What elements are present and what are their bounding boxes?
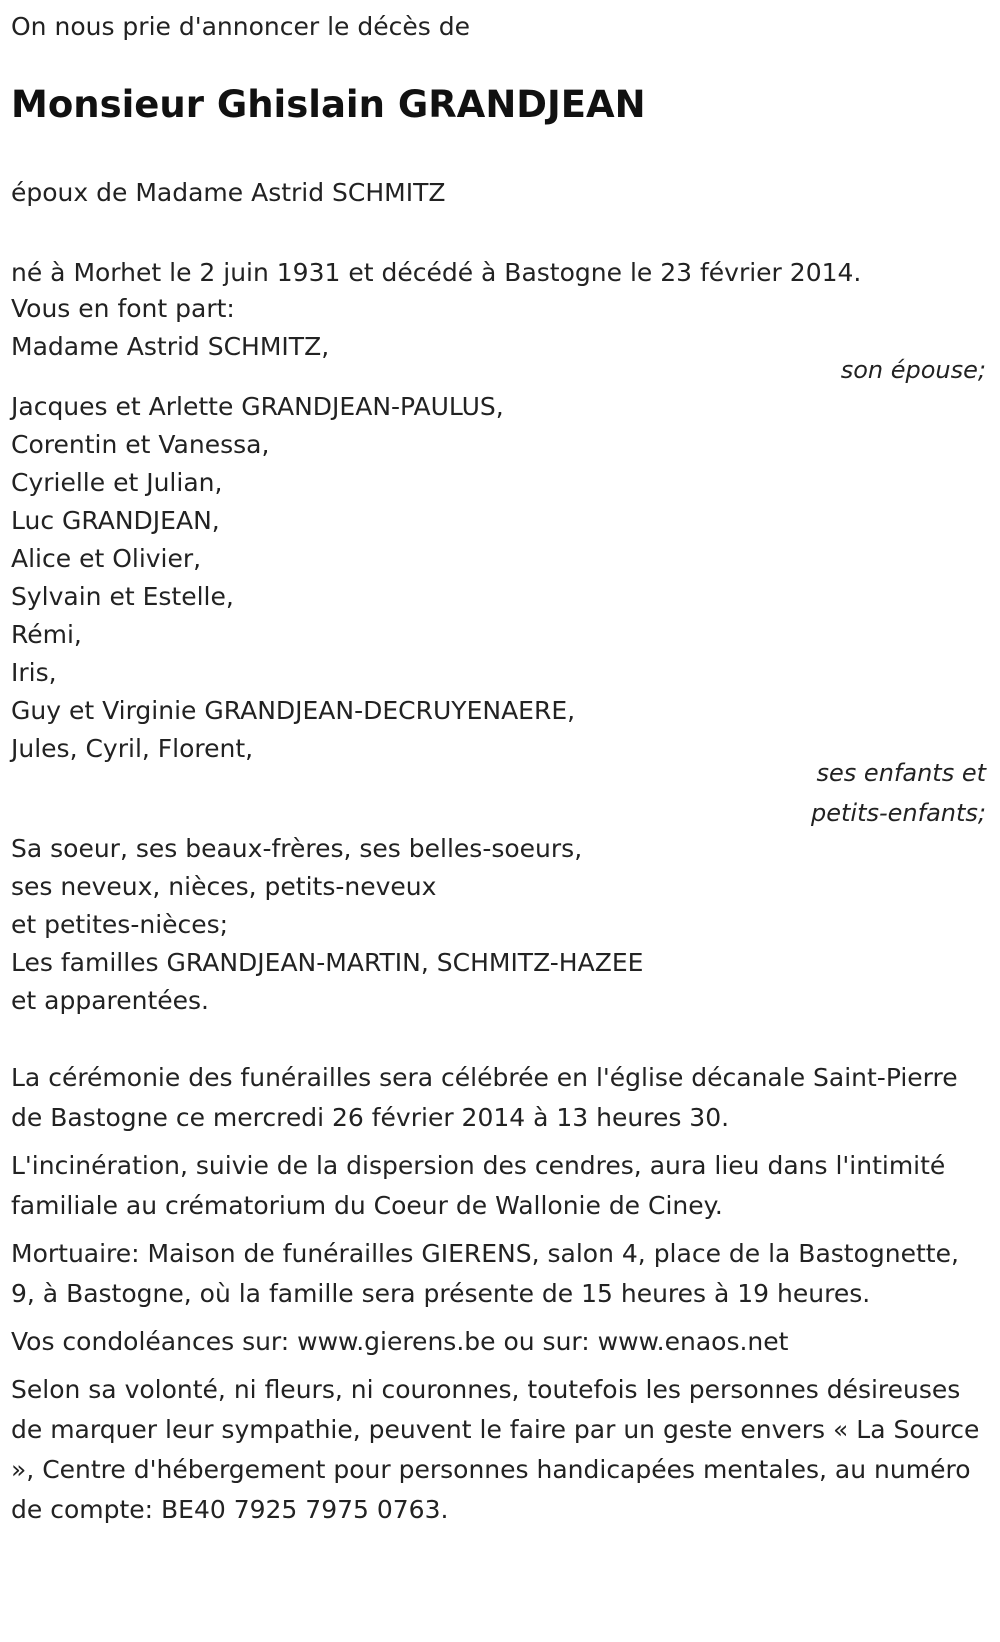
list-item: Guy et Virginie GRANDJEAN-DECRUYENAERE, <box>11 696 576 725</box>
list-item: Jacques et Arlette GRANDJEAN-PAULUS, <box>11 392 504 421</box>
cremation-paragraph: L'incinération, suivie de la dispersion des cendres, aura lieu dans l'intimité familiale au crématorium du Coeur de Wallonie de Ciney. <box>11 1151 946 1220</box>
list-item: Luc GRANDJEAN, <box>11 506 220 535</box>
list-item: Cyrielle et Julian, <box>11 468 223 497</box>
list-item: Alice et Olivier, <box>11 544 202 573</box>
children-list <box>11 388 575 768</box>
deceased-name: Monsieur Ghislain GRANDJEAN <box>11 83 646 126</box>
list-item: Corentin et Vanessa, <box>11 430 270 459</box>
spouse-role-label: son épouse; <box>840 356 986 384</box>
list-item: ses neveux, nièces, petits-neveux <box>11 872 437 901</box>
mortuary-paragraph: Mortuaire: Maison de funérailles GIERENS, salon 4, place de la Bastognette, 9, à Bastogne, où la famille sera présente de 15 heures à 19 heures. <box>11 1239 959 1308</box>
announcer-spouse-name: Madame Astrid SCHMITZ, <box>11 332 330 361</box>
list-item: Jules, Cyril, Florent, <box>11 734 254 763</box>
wishes-paragraph: Selon sa volonté, ni fleurs, ni couronnes, toutefois les personnes désireuses de marquer leur sympathie, peuvent le faire par un geste envers « La Source », Centre d'hébergement pour personnes handicapées mentales, au numéro de compte: BE40 7925 7975 0763. <box>11 1375 980 1524</box>
announcers-heading: Vous en font part: <box>11 294 235 323</box>
list-item: Les familles GRANDJEAN-MARTIN, SCHMITZ-HAZEE <box>11 948 644 977</box>
spouse-line: époux de Madame Astrid SCHMITZ <box>11 178 446 207</box>
list-item: et petites-nièces; <box>11 910 229 939</box>
birth-death-line: né à Morhet le 2 juin 1931 et décédé à Bastogne le 23 février 2014. <box>11 258 862 287</box>
relatives-list <box>11 830 643 1020</box>
ceremony-paragraph: La cérémonie des funérailles sera célébrée en l'église décanale Saint-Pierre de Bastogne ce mercredi 26 février 2014 à 13 heures 30. <box>11 1063 958 1132</box>
list-item: Rémi, <box>11 620 82 649</box>
list-item: Iris, <box>11 658 57 687</box>
intro-text: On nous prie d'annoncer le décès de <box>11 12 470 41</box>
children-role-line-1: ses enfants et <box>816 759 986 787</box>
announcers-spouse-block <box>11 290 329 366</box>
children-role-label <box>811 753 986 833</box>
list-item: Sylvain et Estelle, <box>11 582 234 611</box>
condolences-paragraph: Vos condoléances sur: www.gierens.be ou sur: www.enaos.net <box>11 1327 789 1356</box>
list-item: Sa soeur, ses beaux-frères, ses belles-soeurs, <box>11 834 583 863</box>
children-role-line-2: petits-enfants; <box>811 799 986 827</box>
details-section <box>11 1058 986 1538</box>
list-item: et apparentées. <box>11 986 209 1015</box>
